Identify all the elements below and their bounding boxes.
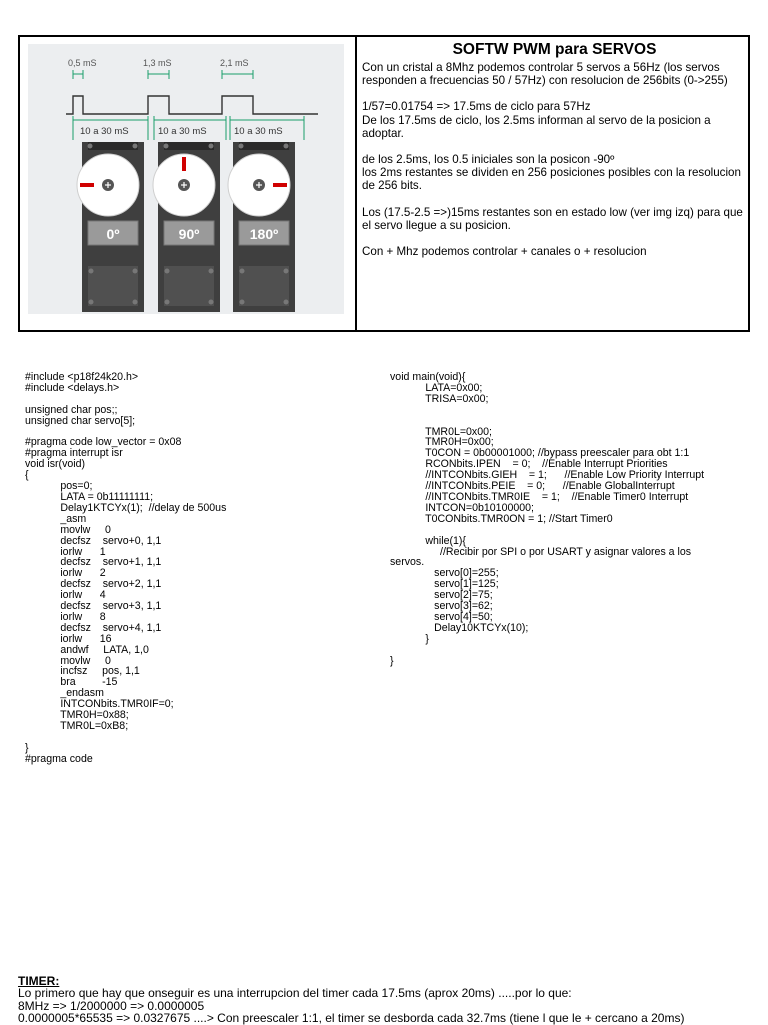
period-label-2: 10 a 30 mS	[234, 126, 283, 137]
period-label-0: 10 a 30 mS	[80, 126, 129, 137]
servo-0deg	[77, 142, 144, 312]
box-divider	[355, 37, 357, 330]
timer-line-3: 0.0000005*65535 => 0.0327675 ....> Con preescaler 1:1, el timer se desborda cada 32.7ms (tiene l que le + cercano a 20ms)	[18, 1012, 685, 1025]
description-paragraph-2: 1/57=0.01754 => 17.5ms de ciclo para 57Hz De los 17.5ms de ciclo, los 2.5ms informan al servo de la posicion a adoptar.	[362, 100, 711, 140]
timer-line-2: 8MHz => 1/2000000 => 0.0000005	[18, 999, 205, 1013]
angle-label-2: 180º	[249, 226, 279, 242]
pwm-pulse-train	[66, 96, 318, 114]
period-label-1: 10 a 30 mS	[158, 126, 207, 137]
servo-90deg	[153, 142, 220, 312]
description-panel	[362, 41, 747, 271]
angle-label-0: 0º	[106, 226, 120, 242]
timer-heading: TIMER:	[18, 974, 60, 988]
pulse-label-2: 2,1 mS	[220, 58, 249, 68]
top-info-box	[18, 35, 750, 332]
description-paragraph-1: Con un cristal a 8Mhz podemos controlar 5 servos a 56Hz (los servos responden a frecuencias 50 / 57Hz) con resolucion de 256bits (0->255)	[362, 61, 728, 88]
description-paragraph-5: Con + Mhz podemos controlar + canales o + resolucion	[362, 245, 647, 259]
pulse-label-1: 1,3 mS	[143, 58, 172, 68]
servo-pwm-diagram	[28, 44, 344, 314]
pulse-dimension-markers	[73, 70, 253, 79]
description-paragraph-4: Los (17.5-2.5 =>)15ms restantes son en estado low (ver img izq) para que el servo llegue a su posicion.	[362, 205, 743, 232]
angle-label-1: 90º	[178, 226, 200, 242]
code-listing-isr: #include <p18f24k20.h> #include <delays.h> unsigned char pos;; unsigned char servo[5]; #pragma code low_vector = 0x08 #pragma interrupt isr void isr(void) { pos=0; LATA = 0b11111111; Delay1KTCYx(1); //delay de 500us _asm movlw 0 decfsz servo+0, 1,1 iorlw 1 decfsz servo+1, 1,1 iorlw 2 decfsz servo+2, 1,1 iorlw 4 decfsz servo+3, 1,1 iorlw 8 decfsz servo+4, 1,1 iorlw 16 andwf LATA, 1,0 movlw 0 incfsz pos, 1,1 bra -15 _endasm INTCONbits.TMR0IF=0; TMR0H=0x88; TMR0L=0xB8; } #pragma code	[25, 371, 227, 765]
pulse-label-0: 0,5 mS	[68, 58, 97, 68]
timer-line-1: Lo primero que hay que onseguir es una interrupcion del timer cada 17.5ms (aprox 20ms) .....por lo que:	[18, 987, 572, 1000]
servo-180deg	[228, 142, 295, 312]
page-title: SOFTW PWM para SERVOS	[452, 41, 657, 58]
code-listing-main: void main(void){ LATA=0x00; TRISA=0x00; TMR0L=0x00; TMR0H=0x00; T0CON = 0b00001000; //bypass preescaler para obt 1:1 RCONbits.IPEN = 0; //Enable Interrupt Priorities //INTCONbits.GIEH = 1; //Enable Low Priority Interrupt //INTCONbits.PEIE = 0; //Enable GlobalInterrupt //INTCONbits.TMR0IE = 1; //Enable Timer0 Interrupt INTCON=0b10100000; T0CONbits.TMR0ON = 1; //Start Timer0 while(1){ //Recibir por SPI o por USART y asignar valores a los servos. servo[0]=255; servo[1]=125; servo[2]=75; servo[3]=62; servo[4]=50; Delay10KTCYx(10); } }	[390, 371, 705, 667]
description-paragraph-3: de los 2.5ms, los 0.5 iniciales son la posicon -90º los 2ms restantes se dividen en 256 posiciones posibles con la resolucion de 256 bits.	[362, 153, 741, 193]
servo-diagram-svg	[28, 44, 344, 314]
timer-section	[18, 975, 758, 1025]
